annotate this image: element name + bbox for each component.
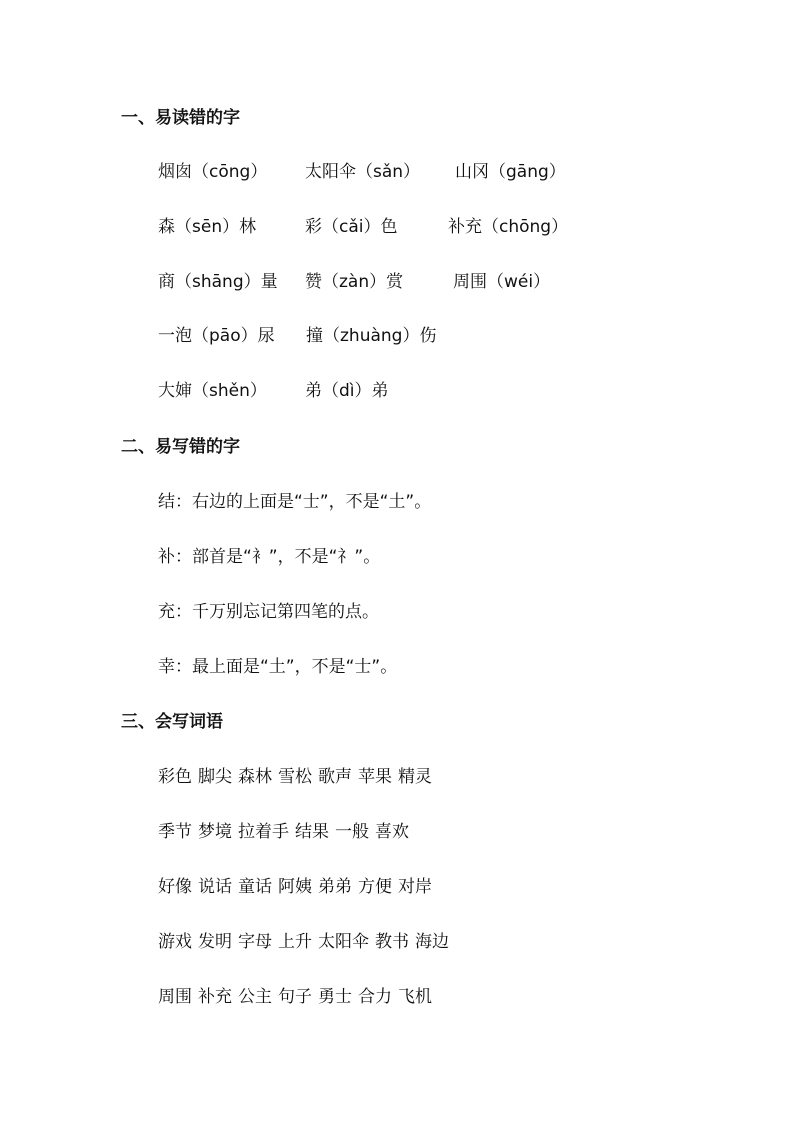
word: 太阳伞: [318, 932, 369, 952]
word: 教书: [375, 932, 409, 952]
word: 补充: [198, 987, 232, 1007]
word-row: [158, 821, 415, 843]
word: 好像: [158, 877, 192, 897]
word: 说话: [198, 877, 232, 897]
word: 拉着手: [238, 822, 289, 842]
word: 发明: [198, 932, 232, 952]
word: 对岸: [398, 877, 432, 897]
word: 公主: [238, 987, 272, 1007]
word: 句子: [278, 987, 312, 1007]
read-item: 太阳伞（sǎn）: [305, 162, 421, 182]
read-item: 补充（chōng）: [448, 217, 569, 237]
read-item: 烟囱（cōng）: [158, 162, 268, 182]
word: 勇士: [318, 987, 352, 1007]
word: 季节: [158, 822, 192, 842]
word: 脚尖: [198, 767, 232, 787]
word: 上升: [278, 932, 312, 952]
section-2-heading: 二、易写错的字: [121, 437, 240, 457]
word: 彩色: [158, 767, 192, 787]
word-row: [158, 986, 438, 1008]
word: 飞机: [398, 987, 432, 1007]
word: 游戏: [158, 932, 192, 952]
word: 喜欢: [375, 822, 409, 842]
word: 精灵: [398, 767, 432, 787]
read-item: 一泡（pāo）尿: [158, 326, 275, 346]
read-item: 商（shāng）量: [158, 272, 278, 292]
word: 字母: [238, 932, 272, 952]
read-item: 撞（zhuàng）伤: [306, 326, 437, 346]
word: 童话: [238, 877, 272, 897]
word: 弟弟: [318, 877, 352, 897]
read-item: 赞（zàn）赏: [305, 272, 404, 292]
word: 周围: [158, 987, 192, 1007]
read-item: 山冈（gāng）: [455, 162, 566, 182]
word: 方便: [358, 877, 392, 897]
write-note: 幸：最上面是“土”，不是“士”。: [158, 657, 398, 677]
read-item: 彩（cǎi）色: [305, 217, 398, 237]
section-1-heading: 一、易读错的字: [121, 108, 240, 128]
word-row: [158, 766, 438, 788]
word: 歌声: [318, 767, 352, 787]
read-item: 周围（wéi）: [453, 272, 551, 292]
read-item: 大婶（shěn）: [158, 381, 267, 401]
word-row: [158, 931, 455, 953]
word: 结果: [295, 822, 329, 842]
word: 一般: [335, 822, 369, 842]
word: 海边: [415, 932, 449, 952]
word: 雪松: [278, 767, 312, 787]
word: 阿姨: [278, 877, 312, 897]
write-note: 充：千万别忘记第四笔的点。: [158, 602, 379, 622]
word: 梦境: [198, 822, 232, 842]
word-row: [158, 876, 438, 898]
word: 苹果: [358, 767, 392, 787]
read-item: 弟（dì）弟: [305, 381, 389, 401]
read-item: 森（sēn）林: [158, 217, 257, 237]
section-3-heading: 三、会写词语: [121, 712, 223, 732]
write-note: 结：右边的上面是“士”，不是“土”。: [158, 492, 432, 512]
write-note: 补：部首是“衤”，不是“礻”。: [158, 547, 381, 567]
word: 合力: [358, 987, 392, 1007]
word: 森林: [238, 767, 272, 787]
